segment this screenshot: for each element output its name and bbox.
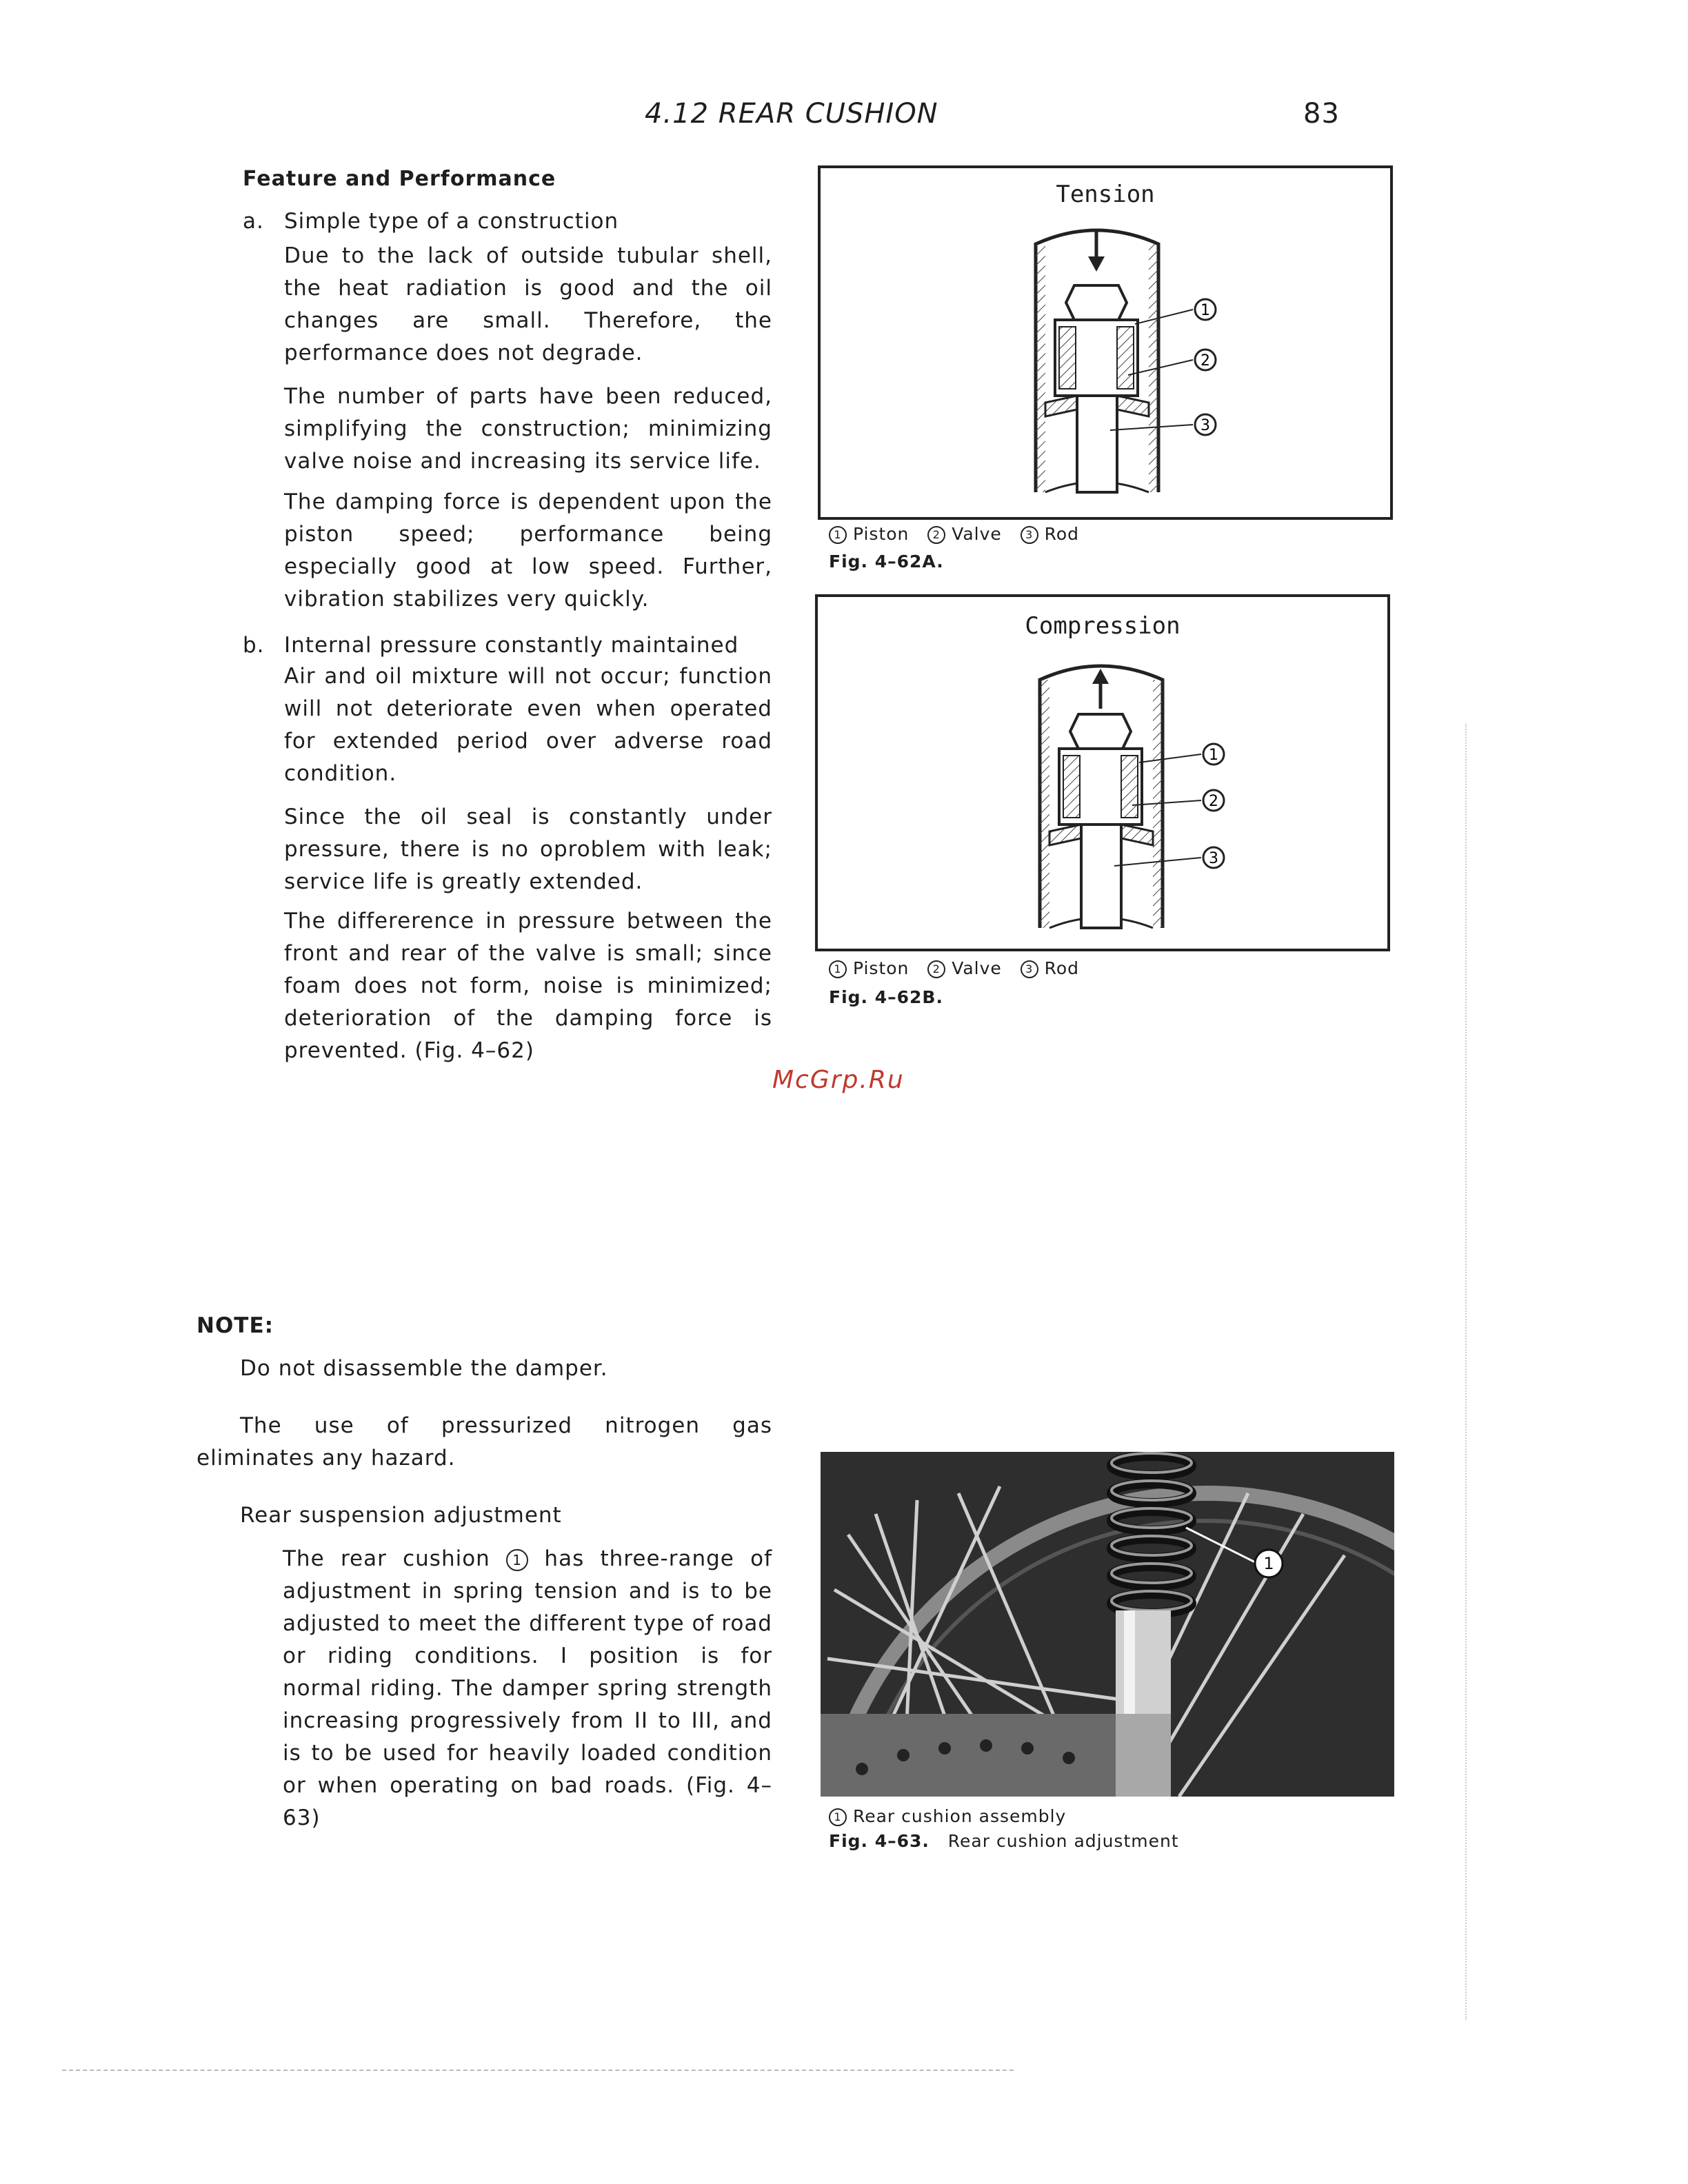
item-b-paragraph-1: Air and oil mixture will not occur; function will not deteriorate even when operated for extended period over adverse road condition. [284, 664, 772, 786]
watermark-text: McGrp.Ru [772, 1066, 905, 1094]
callout-1: 1 [1200, 302, 1210, 319]
figure-63-caption-label: Fig. 4–63. [829, 1831, 930, 1851]
rear-wheel-photo [821, 1452, 1394, 1797]
legend-num: 1 [829, 1808, 847, 1826]
callout-circle-1: 1 [506, 1549, 528, 1571]
callout-2: 2 [1200, 352, 1210, 370]
legend-num: 3 [1021, 960, 1038, 978]
scan-artifact-line [62, 2070, 1014, 2071]
callout-3: 3 [1209, 850, 1218, 867]
shock-tension-diagram [821, 168, 1390, 517]
adjustment-text-part1: The rear cushion [283, 1546, 490, 1571]
page-header-title: 4.12 REAR CUSHION [645, 98, 938, 130]
shock-compression-diagram [818, 597, 1387, 949]
item-a-paragraph-3: The damping force is dependent upon the piston speed; performance being especially good at low speed. Further, vibration stabilizes very quickly. [284, 489, 772, 611]
figure-63-caption [829, 1831, 1179, 1851]
legend-label: Rod [1044, 524, 1080, 544]
legend-label: Piston [852, 524, 910, 544]
scan-edge-line [1465, 724, 1467, 2020]
adjustment-text-part2: has three-range of adjustment in spring tension and is to be adjusted to meet the different type of road or riding conditions. I position is for normal riding. The damper spring strength increasing progressively from II to III, and is to be used for heavily loaded condition or when operating on bad roads. (Fig. 4–63) [283, 1546, 773, 1830]
callout-3: 3 [1200, 417, 1210, 434]
legend-num: 1 [829, 960, 847, 978]
adjustment-heading: Rear suspension adjustment [240, 1503, 562, 1528]
figure-62a-legend [829, 524, 1079, 544]
hazard-paragraph: The use of pressurized nitrogen gas eliminates any hazard. [197, 1413, 772, 1470]
photo-callout-1: 1 [1263, 1554, 1274, 1573]
figure-62b-title: Compression [1025, 612, 1180, 640]
legend-num: 3 [1021, 526, 1038, 544]
adjustment-paragraph [283, 1543, 772, 1834]
item-a-label: a. [243, 209, 264, 234]
note-heading: NOTE: [197, 1313, 274, 1338]
figure-62b-caption: Fig. 4–62B. [829, 987, 943, 1007]
legend-label: Valve [952, 524, 1002, 544]
figure-62b-legend [829, 958, 1079, 978]
callout-2: 2 [1209, 793, 1218, 810]
figure-62a-title: Tension [1056, 181, 1155, 208]
legend-num: 1 [829, 526, 847, 544]
note-text: Do not disassemble the damper. [240, 1356, 608, 1381]
legend-label: Valve [952, 958, 1002, 978]
legend-num: 2 [927, 526, 945, 544]
item-b-paragraph-2: Since the oil seal is constantly under pressure, there is no oproblem with leak; service life is greatly extended. [284, 805, 772, 894]
item-b-label: b. [243, 633, 265, 658]
figure-63-caption-text: Rear cushion adjustment [947, 1831, 1179, 1851]
item-a-paragraph-2: The number of parts have been reduced, simplifying the construction; minimizing valve noise and increasing its service life. [284, 384, 772, 474]
callout-1: 1 [1209, 747, 1218, 764]
section-heading: Feature and Performance [243, 167, 556, 191]
item-b-paragraph-3: The differerence in pressure between the front and rear of the valve is small; since foam does not form, noise is minimized; deterioration of the damping force is prevented. (Fig. 4–62) [284, 909, 772, 1063]
item-a-title: Simple type of a construction [284, 209, 619, 234]
item-b-title: Internal pressure constantly maintained [284, 633, 739, 658]
legend-label: Rear cushion assembly [852, 1806, 1067, 1826]
page-number: 83 [1303, 98, 1340, 130]
item-a-paragraph-1: Due to the lack of outside tubular shell, the heat radiation is good and the oil changes are small. Therefore, the performance does not degrade. [284, 243, 772, 365]
legend-num: 2 [927, 960, 945, 978]
legend-label: Rod [1044, 958, 1080, 978]
figure-62a [818, 165, 1393, 520]
legend-label: Piston [852, 958, 910, 978]
figure-63-legend [829, 1806, 1066, 1826]
figure-62b [815, 594, 1390, 951]
figure-62a-caption: Fig. 4–62A. [829, 552, 944, 572]
figure-63-photo [821, 1452, 1394, 1797]
